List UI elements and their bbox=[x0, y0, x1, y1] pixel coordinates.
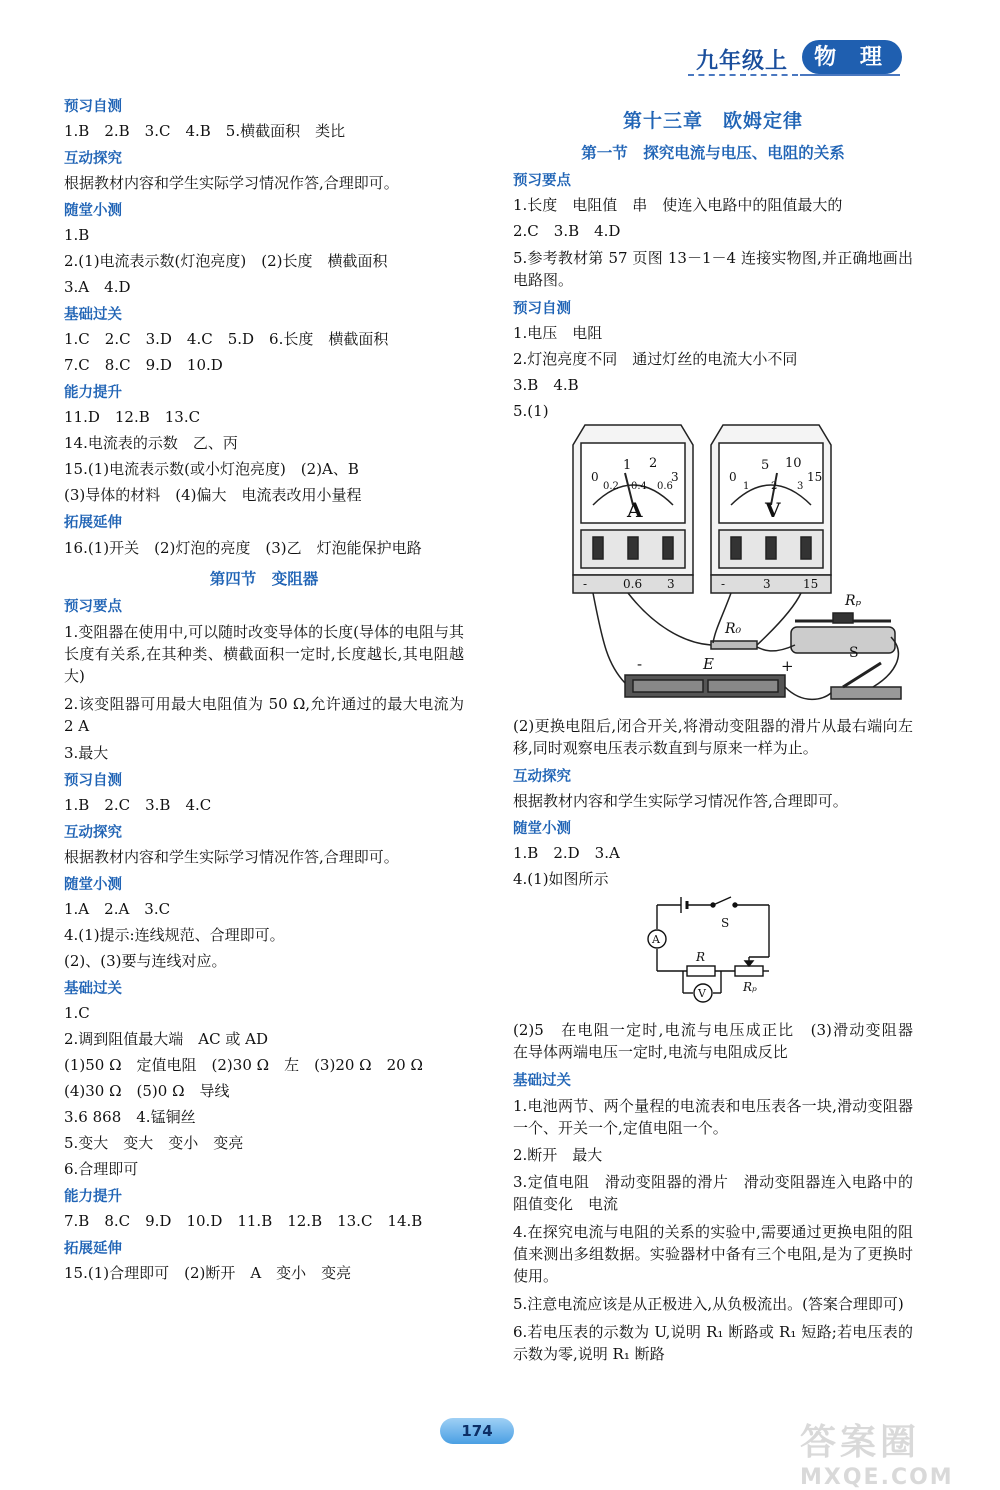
answer-line: 1.B bbox=[64, 226, 90, 244]
answer-paragraph: 3.定值电阻 滑动变阻器的滑片 滑动变阻器连入电路中的阻值变化 电流 bbox=[513, 1173, 913, 1213]
voltmeter-label: V bbox=[698, 987, 706, 1000]
battery-neg-sign: - bbox=[637, 655, 643, 673]
switch-label: S bbox=[721, 916, 730, 930]
answer-line: 7.C 8.C 9.D 10.D bbox=[64, 356, 223, 374]
ammeter-scale-2: 2 bbox=[649, 456, 658, 471]
section-heading: 拓展延伸 bbox=[64, 1241, 122, 1257]
subject-badge: 物 理 bbox=[802, 40, 902, 74]
ammeter-letter: A bbox=[627, 498, 643, 522]
answer-line: 3.A 4.D bbox=[64, 278, 131, 296]
answer-line: 3.6 868 4.锰铜丝 bbox=[64, 1108, 196, 1126]
ammeter-terminal-3: 3 bbox=[667, 577, 675, 591]
answer-paragraph: 4.在探究电流与电阻的关系的实验中,需要通过更换电阻的阻值来测出多组数据。实验器材中备有三个电阻,是为了更换时使用。 bbox=[513, 1223, 913, 1285]
resistor-label: R bbox=[696, 950, 706, 964]
header-dashed-rule bbox=[688, 74, 798, 76]
answer-paragraph: (2)5 在电阻一定时,电流与电压成正比 (3)滑动变阻器 在导体两端电压一定时,电流与电阻成反比 bbox=[513, 1021, 929, 1061]
section-heading: 随堂小测 bbox=[64, 203, 122, 219]
rheostat-icon bbox=[791, 613, 895, 653]
answer-line: 根据教材内容和学生实际学习情况作答,合理即可。 bbox=[64, 848, 399, 866]
answer-line: 3.最大 bbox=[64, 744, 109, 762]
answer-paragraph: 6.若电压表的示数为 U,说明 R₁ 断路或 R₁ 短路;若电压表的示数为零,说明 R₁ 断路 bbox=[513, 1323, 913, 1363]
answer-line: 7.B 8.C 9.D 10.D 11.B 12.B 13.C 14.B bbox=[64, 1212, 423, 1230]
left-column bbox=[64, 92, 469, 1289]
battery-label: E bbox=[703, 655, 714, 673]
answer-line: 1.C 2.C 3.D 4.C 5.D 6.长度 横截面积 bbox=[64, 330, 389, 348]
voltmeter-scale-10: 10 bbox=[785, 456, 802, 471]
answer-line: (3)导体的材料 (4)偏大 电流表改用小量程 bbox=[64, 486, 362, 504]
answer-paragraph: (2)更换电阻后,闭合开关,将滑动变阻器的滑片从最右端向左移,同时观察电压表示数直到与原来一样为止。 bbox=[513, 717, 913, 757]
ammeter-scale-3: 3 bbox=[671, 470, 679, 484]
answer-line: 3.B 4.B bbox=[513, 376, 579, 394]
answer-line: 14.电流表的示数 乙、丙 bbox=[64, 434, 238, 452]
section-title: 第一节 探究电流与电压、电阻的关系 bbox=[581, 144, 845, 162]
ammeter-scale-04: 0.4 bbox=[631, 481, 647, 492]
switch-icon bbox=[831, 663, 901, 699]
answer-line: 11.D 12.B 13.C bbox=[64, 408, 201, 426]
section-heading: 基础过关 bbox=[64, 981, 122, 997]
answer-paragraph: 16.(1)开关 (2)灯泡的亮度 (3)乙 灯泡能保护电路 bbox=[64, 539, 422, 557]
answer-line: (2)、(3)要与连线对应。 bbox=[64, 952, 227, 970]
section-heading: 预习要点 bbox=[513, 173, 571, 189]
answer-paragraph: 5.参考教材第 57 页图 13－1－4 连接实物图,并正确地画出电路图。 bbox=[513, 249, 913, 289]
voltmeter-terminal-neg: - bbox=[721, 577, 726, 591]
page-number: 174 bbox=[440, 1418, 514, 1444]
section-heading: 互动探究 bbox=[513, 769, 571, 785]
switch-label: S bbox=[849, 645, 859, 661]
answer-line: 1.电压 电阻 bbox=[513, 324, 603, 342]
answer-line: 5.(1) bbox=[513, 402, 549, 420]
section-heading: 能力提升 bbox=[64, 385, 122, 401]
answer-line: 1.长度 电阻值 串 使连入电路中的阻值最大的 bbox=[513, 196, 843, 214]
r0-label: R₀ bbox=[725, 621, 742, 637]
ammeter-terminal-neg: - bbox=[583, 577, 588, 591]
answer-line: 4.(1)提示:连线规范、合理即可。 bbox=[64, 926, 285, 944]
fixed-resistor-icon bbox=[711, 641, 757, 649]
section-heading: 基础过关 bbox=[513, 1073, 571, 1089]
answer-line: 1.B 2.C 3.B 4.C bbox=[64, 796, 212, 814]
switch-lever bbox=[713, 897, 731, 905]
section-title: 第四节 变阻器 bbox=[209, 570, 319, 588]
voltmeter-letter: V bbox=[765, 498, 781, 522]
answer-line: 15.(1)合理即可 (2)断开 A 变小 变亮 bbox=[64, 1264, 352, 1282]
section-heading: 随堂小测 bbox=[64, 877, 122, 893]
rp-label: Rₚ bbox=[845, 593, 862, 609]
section-heading: 预习自测 bbox=[64, 773, 122, 789]
battery-pos-sign: + bbox=[781, 657, 794, 675]
ammeter-scale-1: 1 bbox=[623, 458, 632, 473]
ammeter-terminal-06: 0.6 bbox=[623, 577, 643, 591]
section-heading: 预习自测 bbox=[64, 99, 122, 115]
answer-line: 1.B 2.B 3.C 4.B 5.横截面积 类比 bbox=[64, 122, 346, 140]
section-heading: 随堂小测 bbox=[513, 821, 571, 837]
answer-line: 2.断开 最大 bbox=[513, 1146, 603, 1164]
section-heading: 能力提升 bbox=[64, 1189, 122, 1205]
answer-line: (4)30 Ω (5)0 Ω 导线 bbox=[64, 1082, 230, 1100]
rheostat-label: Rₚ bbox=[743, 980, 757, 994]
answer-line: 2.调到阻值最大端 AC 或 AD bbox=[64, 1030, 269, 1048]
voltmeter-scale-1: 1 bbox=[743, 481, 750, 492]
answer-line: 2.C 3.B 4.D bbox=[513, 222, 621, 240]
ammeter-label: A bbox=[652, 933, 660, 946]
answer-line: (1)50 Ω 定值电阻 (2)30 Ω 左 (3)20 Ω 20 Ω bbox=[64, 1056, 423, 1074]
answer-line: 5.变大 变大 变小 变亮 bbox=[64, 1134, 244, 1152]
voltmeter-scale-15: 15 bbox=[807, 470, 823, 484]
section-heading: 拓展延伸 bbox=[64, 515, 122, 531]
watermark-url: MXQE.COM bbox=[800, 1465, 954, 1490]
answer-paragraph: 1.变阻器在使用中,可以随时改变导体的长度(导体的电阻与其长度有关系,在其种类、横截面积一定时,长度越长,其电阻越大) bbox=[64, 623, 464, 685]
answer-line: 1.B 2.D 3.A bbox=[513, 844, 620, 862]
chapter-title: 第十三章 欧姆定律 bbox=[622, 110, 803, 132]
answer-paragraph: 2.该变阻器可用最大电阻值为 50 Ω,允许通过的最大电流为 2 A bbox=[64, 695, 469, 735]
voltmeter-terminal-3: 3 bbox=[763, 577, 771, 591]
ammeter-scale-06: 0.6 bbox=[657, 481, 673, 492]
section-heading: 预习自测 bbox=[513, 301, 571, 317]
ammeter-scale-0: 0 bbox=[591, 470, 599, 484]
answer-line: 15.(1)电流表示数(或小灯泡亮度) (2)A、B bbox=[64, 460, 359, 478]
page-header bbox=[688, 38, 920, 80]
header-rule bbox=[800, 74, 900, 76]
ammeter-scale-02: 0.2 bbox=[603, 481, 619, 492]
rheostat-rp bbox=[735, 966, 763, 976]
voltmeter-terminal-15: 15 bbox=[803, 577, 819, 591]
battery-icon bbox=[625, 675, 785, 697]
answer-line: 4.(1)如图所示 bbox=[513, 870, 609, 888]
answer-line: 根据教材内容和学生实际学习情况作答,合理即可。 bbox=[64, 174, 399, 192]
voltmeter-scale-0: 0 bbox=[729, 470, 737, 484]
voltmeter-scale-2: 2 bbox=[771, 481, 778, 492]
answer-line: 6.合理即可 bbox=[64, 1160, 139, 1178]
right-column bbox=[513, 100, 929, 1371]
circuit-diagram bbox=[513, 895, 913, 1009]
grade-label: 九年级上 bbox=[696, 48, 789, 74]
answer-line: 2.灯泡亮度不同 通过灯丝的电流大小不同 bbox=[513, 350, 798, 368]
circuit-figure-block bbox=[513, 895, 913, 1013]
voltmeter-scale-5: 5 bbox=[761, 458, 770, 473]
answer-paragraph: 5.注意电流应该是从正极进入,从负极流出。(答案合理即可) bbox=[513, 1295, 904, 1313]
experiment-apparatus-figure bbox=[563, 405, 903, 705]
answer-paragraph: 1.电池两节、两个量程的电流表和电压表各一块,滑动变阻器一个、开关一个,定值电阻一个。 bbox=[513, 1097, 913, 1137]
answer-line: 1.C bbox=[64, 1004, 90, 1022]
section-heading: 互动探究 bbox=[64, 825, 122, 841]
watermark-logo bbox=[800, 1414, 990, 1490]
answer-line: 2.(1)电流表示数(灯泡亮度) (2)长度 横截面积 bbox=[64, 252, 388, 270]
voltmeter-scale-3: 3 bbox=[797, 481, 804, 492]
section-heading: 互动探究 bbox=[64, 151, 122, 167]
figure-block bbox=[513, 401, 913, 709]
section-heading: 基础过关 bbox=[64, 307, 122, 323]
section-heading: 预习要点 bbox=[64, 599, 122, 615]
answer-line: 1.A 2.A 3.C bbox=[64, 900, 171, 918]
answer-line: 根据教材内容和学生实际学习情况作答,合理即可。 bbox=[513, 792, 848, 810]
watermark-text: 答案圈 bbox=[800, 1422, 921, 1463]
resistor-r bbox=[687, 966, 715, 976]
